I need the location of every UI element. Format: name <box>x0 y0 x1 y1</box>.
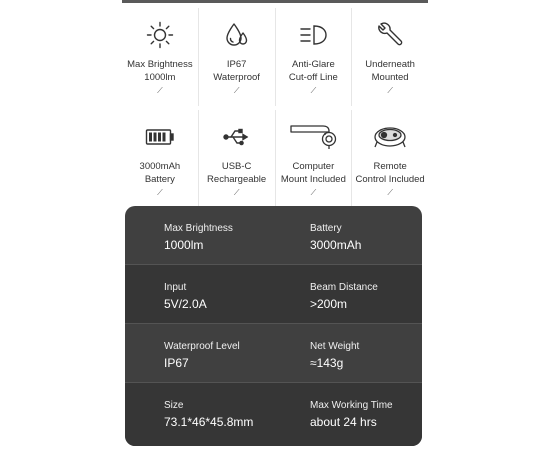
spec-value: IP67 <box>164 356 189 370</box>
feature-usb-c <box>198 110 275 208</box>
feature-label: Underneath Mounted <box>365 59 415 83</box>
spec-row <box>125 324 422 383</box>
feature-mark: ⟋ <box>233 86 240 95</box>
feature-label: USB-C Rechargeable <box>207 161 267 185</box>
feature-mark: ⟋ <box>387 188 393 197</box>
feature-waterproof <box>198 8 275 106</box>
spec-value: about 24 hrs <box>310 415 377 429</box>
top-divider <box>122 0 428 3</box>
feature-label: Max Brightness 1000lm <box>127 59 193 83</box>
spec-cell <box>272 383 422 446</box>
spec-label: Battery <box>310 223 342 234</box>
spec-label: Input <box>164 282 187 293</box>
sun-icon <box>145 16 175 54</box>
spec-cell <box>125 206 272 264</box>
spec-value: 73.1*46*45.8mm <box>164 415 254 429</box>
feature-row-2 <box>122 110 428 208</box>
spec-row <box>125 265 422 324</box>
spec-cell <box>125 265 272 323</box>
feature-mark: ⟋ <box>310 86 317 95</box>
spec-label: Max Brightness <box>164 223 233 234</box>
battery-icon <box>145 118 175 156</box>
spec-cell <box>272 206 422 264</box>
feature-max-brightness <box>122 8 198 106</box>
feature-underneath-mounted <box>351 8 428 106</box>
spec-value: 5V/2.0A <box>164 297 207 311</box>
spec-value: >200m <box>310 297 348 311</box>
spec-table <box>125 206 422 446</box>
wrench-icon <box>375 16 405 54</box>
feature-label: 3000mAh Battery <box>139 161 181 185</box>
water-drop-icon <box>222 16 252 54</box>
spec-label: Size <box>164 400 184 411</box>
spec-cell <box>272 265 422 323</box>
feature-row-1 <box>122 8 428 106</box>
feature-mark: ⟋ <box>157 188 163 197</box>
spec-value: 3000mAh <box>310 238 362 252</box>
feature-mark: ⟋ <box>310 188 317 197</box>
feature-label: Remote Control Included <box>355 161 425 185</box>
spec-label: Waterproof Level <box>164 341 240 352</box>
spec-cell <box>125 324 272 382</box>
spec-cell <box>125 383 272 446</box>
feature-anti-glare <box>275 8 352 106</box>
remote-control-icon <box>371 118 409 156</box>
spec-value: 1000lm <box>164 238 204 252</box>
spec-label: Max Working Time <box>310 400 393 411</box>
feature-mark: ⟋ <box>387 86 393 95</box>
spec-label: Beam Distance <box>310 282 378 293</box>
feature-label: IP67 Waterproof <box>213 59 260 83</box>
feature-label: Computer Mount Included <box>280 161 346 185</box>
spec-label: Net Weight <box>310 341 360 352</box>
feature-mark: ⟋ <box>157 86 163 95</box>
spec-row <box>125 206 422 265</box>
feature-mark: ⟋ <box>233 188 240 197</box>
spec-value: ≈143g <box>310 356 344 370</box>
feature-label: Anti-Glare Cut-off Line <box>288 59 338 83</box>
spec-row <box>125 383 422 446</box>
low-beam-light-icon <box>298 16 328 54</box>
feature-battery <box>122 110 198 208</box>
usb-icon <box>222 118 252 156</box>
spec-cell <box>272 324 422 382</box>
feature-grid <box>122 8 428 208</box>
computer-mount-icon <box>289 118 337 156</box>
feature-computer-mount <box>275 110 352 208</box>
feature-remote-control <box>351 110 428 208</box>
